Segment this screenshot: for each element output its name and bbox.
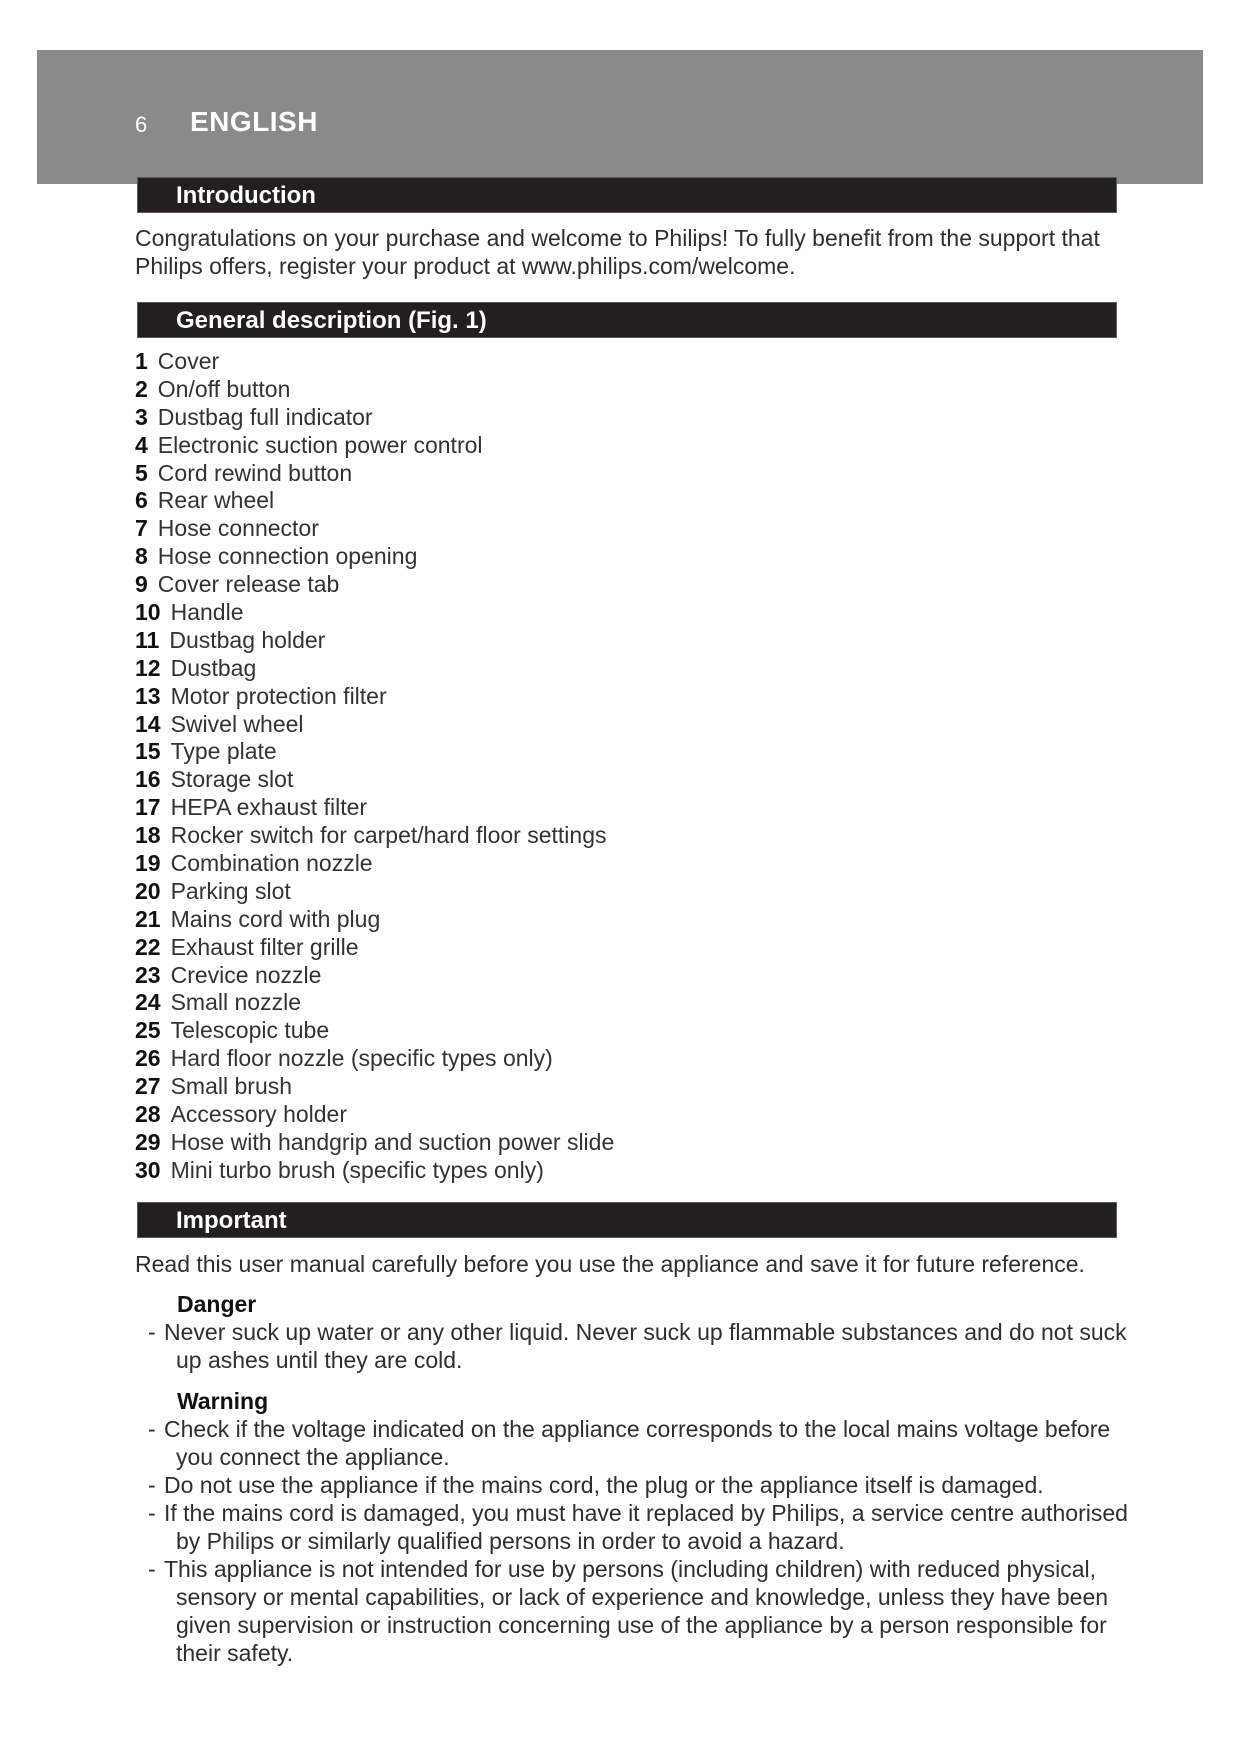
list-item-number: 7 [135, 515, 148, 542]
list-item [135, 766, 614, 794]
list-item-number: 8 [135, 543, 148, 570]
list-item-label: Mini turbo brush (specific types only) [170, 1156, 544, 1183]
list-item-number: 27 [135, 1073, 161, 1100]
list-item-number: 13 [135, 682, 161, 709]
bullet-item [148, 1471, 1138, 1499]
bullet-text: Check if the voltage indicated on the appliance corresponds to the local mains voltage before you connect the appliance. [164, 1416, 1111, 1470]
list-item-number: 19 [135, 850, 161, 877]
list-item-label: Rocker switch for carpet/hard floor settings [170, 822, 607, 849]
general-description-list [135, 348, 614, 1185]
bullet-item [148, 1415, 1138, 1471]
list-item [135, 1129, 614, 1157]
list-item-label: Telescopic tube [170, 1017, 330, 1044]
list-item-label: Dustbag full indicator [157, 403, 373, 430]
list-item-number: 29 [135, 1128, 161, 1155]
list-item [135, 599, 614, 627]
section-title-important: Important [176, 1207, 287, 1234]
list-item [135, 683, 614, 711]
list-item [135, 934, 614, 962]
list-item [135, 376, 614, 404]
list-item-label: Hose with handgrip and suction power slide [170, 1128, 615, 1155]
list-item-label: Hose connection opening [157, 543, 418, 570]
list-item-number: 2 [135, 375, 148, 402]
list-item-number: 1 [135, 348, 148, 374]
section-bar-introduction [137, 177, 1117, 213]
list-item-number: 11 [135, 626, 160, 653]
list-item-label: Cover [157, 348, 220, 374]
list-item-number: 15 [135, 738, 161, 765]
list-item-label: Type plate [170, 738, 277, 765]
list-item-label: Parking slot [170, 877, 291, 904]
list-item-label: Dustbag holder [169, 626, 326, 653]
list-item-label: Handle [170, 599, 244, 626]
danger-list [148, 1318, 1138, 1374]
list-item [135, 711, 614, 739]
list-item-label: Electronic suction power control [157, 431, 483, 458]
warning-heading: Warning [177, 1388, 269, 1414]
list-item [135, 515, 614, 543]
bullet-item [148, 1555, 1138, 1667]
list-item-label: HEPA exhaust filter [170, 794, 368, 821]
list-item-number: 4 [135, 431, 148, 458]
list-item-label: Combination nozzle [170, 850, 373, 877]
list-item-number: 28 [135, 1101, 161, 1128]
list-item-label: Cover release tab [157, 571, 340, 598]
list-item-number: 30 [135, 1156, 161, 1183]
list-item-number: 22 [135, 933, 161, 960]
list-item-number: 23 [135, 961, 161, 988]
list-item-label: Small nozzle [170, 989, 301, 1016]
list-item-number: 21 [135, 905, 161, 932]
bullet-text: Do not use the appliance if the mains cord, the plug or the appliance itself is damaged. [164, 1472, 1044, 1498]
list-item [135, 906, 614, 934]
list-item [135, 348, 614, 376]
list-item-label: Small brush [170, 1073, 293, 1100]
introduction-text: Congratulations on your purchase and welcome to Philips! To fully benefit from the support that Philips offers, register your product at www.philips.com/welcome. [135, 225, 1100, 279]
list-item-number: 14 [135, 710, 161, 737]
bullet-dash: - [148, 1472, 156, 1498]
page-number: 6 [135, 112, 148, 137]
section-title-general-description: General description (Fig. 1) [176, 307, 487, 334]
list-item [135, 794, 614, 822]
list-item-number: 3 [135, 403, 148, 430]
list-item-label: Dustbag [170, 654, 257, 681]
list-item [135, 738, 614, 766]
list-item-number: 26 [135, 1045, 161, 1072]
list-item [135, 627, 614, 655]
bullet-item [148, 1499, 1138, 1555]
list-item-label: On/off button [157, 375, 291, 402]
list-item-label: Storage slot [170, 766, 294, 793]
list-item-label: Crevice nozzle [170, 961, 322, 988]
list-item [135, 1017, 614, 1045]
list-item-number: 5 [135, 459, 148, 486]
list-item-label: Cord rewind button [157, 459, 353, 486]
list-item-number: 25 [135, 1017, 161, 1044]
list-item [135, 962, 614, 990]
danger-heading: Danger [177, 1291, 257, 1317]
list-item-label: Swivel wheel [170, 710, 304, 737]
section-title-introduction: Introduction [176, 182, 316, 209]
important-intro: Read this user manual carefully before you use the appliance and save it for future reference. [135, 1251, 1085, 1277]
language-heading: ENGLISH [190, 106, 318, 137]
list-item [135, 432, 614, 460]
list-item-label: Hose connector [157, 515, 319, 542]
warning-list [148, 1415, 1138, 1667]
list-item-number: 12 [135, 654, 161, 681]
list-item-label: Rear wheel [157, 487, 275, 514]
bullet-dash: - [148, 1319, 156, 1345]
list-item-label: Accessory holder [170, 1101, 348, 1128]
list-item [135, 1157, 614, 1185]
list-item-label: Mains cord with plug [170, 905, 381, 932]
list-item-number: 16 [135, 766, 161, 793]
bullet-text: If the mains cord is damaged, you must have it replaced by Philips, a service centre authorised by Philips or similarly qualified persons in order to avoid a hazard. [164, 1500, 1128, 1554]
list-item [135, 571, 614, 599]
list-item-number: 6 [135, 487, 148, 514]
list-item-label: Exhaust filter grille [170, 933, 359, 960]
list-item [135, 822, 614, 850]
list-item [135, 460, 614, 488]
list-item-number: 9 [135, 571, 148, 598]
list-item-number: 20 [135, 877, 161, 904]
bullet-dash: - [148, 1556, 156, 1582]
bullet-dash: - [148, 1500, 156, 1526]
list-item-number: 18 [135, 822, 161, 849]
list-item [135, 850, 614, 878]
bullet-text: Never suck up water or any other liquid. Never suck up flammable substances and do not suck up ashes until they are cold. [164, 1319, 1127, 1373]
list-item [135, 487, 614, 515]
list-item [135, 1101, 614, 1129]
section-bar-general-description [137, 302, 1117, 338]
list-item-label: Motor protection filter [170, 682, 387, 709]
list-item [135, 404, 614, 432]
bullet-text: This appliance is not intended for use by persons (including children) with reduced physical, sensory or mental capabilities, or lack of experience and knowledge, unless they have been given supervision or instruction concerning use of the appliance by a person responsible for their safety. [164, 1556, 1109, 1666]
list-item-number: 10 [135, 599, 161, 626]
bullet-item [148, 1318, 1138, 1374]
section-bar-important [137, 1202, 1117, 1238]
list-item [135, 543, 614, 571]
list-item [135, 655, 614, 683]
list-item [135, 1045, 614, 1073]
list-item-label: Hard floor nozzle (specific types only) [170, 1045, 553, 1072]
list-item [135, 878, 614, 906]
bullet-dash: - [148, 1416, 156, 1442]
list-item-number: 17 [135, 794, 161, 821]
list-item [135, 989, 614, 1017]
list-item [135, 1073, 614, 1101]
list-item-number: 24 [135, 989, 161, 1016]
